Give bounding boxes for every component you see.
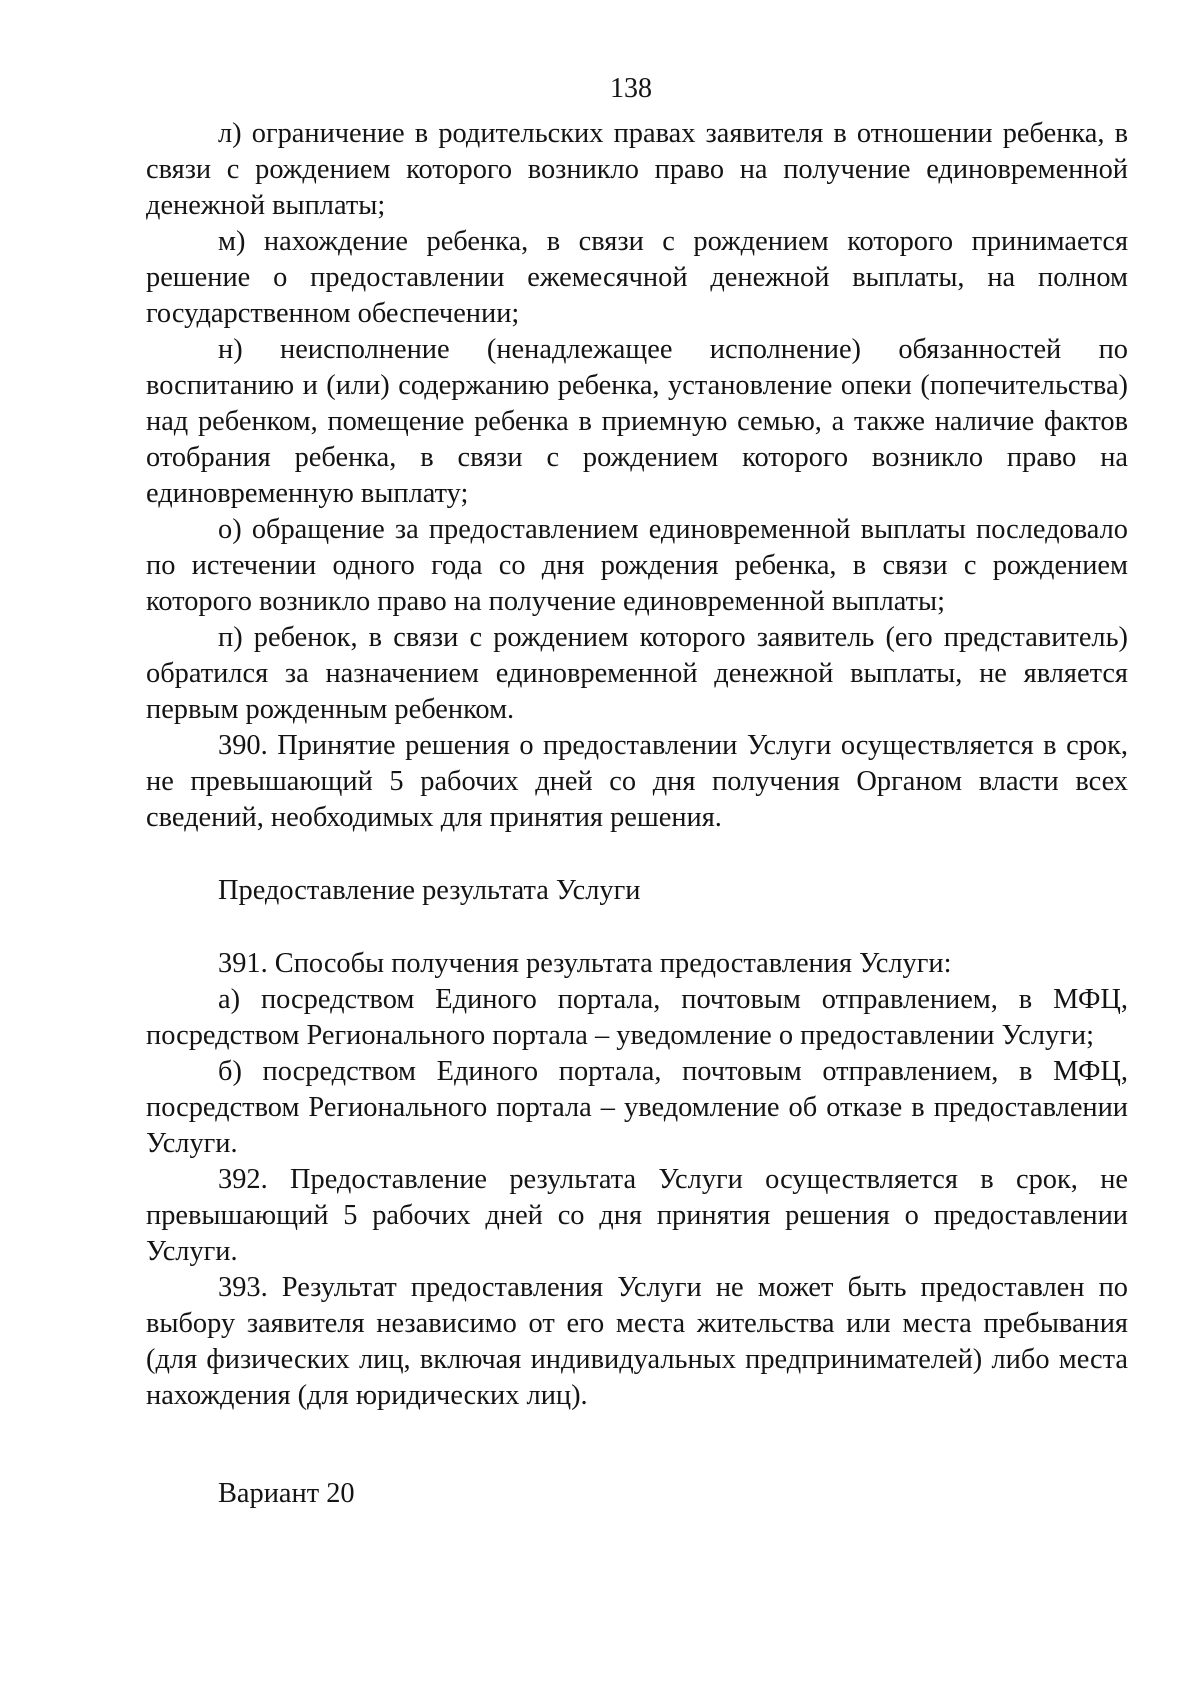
paragraph-390: 390. Принятие решения о предоставлении Услуги осуществляется в срок, не превышающий 5 рабочих дней со дня получения Органом власти всех сведений, необходимых для принятия решения. — [146, 730, 1128, 833]
section-heading: Предоставление результата Услуги — [218, 875, 641, 906]
list-item-n: н) неисполнение (ненадлежащее исполнение) обязанностей по воспитанию и (или) содержанию ребенка, установление опеки (попечительства) над ребенком, помещение ребенка в приемную семью, а также наличие фактов отобрания ребенка, в связи с рождением которого возникло право на единовременную выплату; — [146, 334, 1128, 509]
paragraph-393: 393. Результат предоставления Услуги не может быть предоставлен по выбору заявителя независимо от его места жительства или места пребывания (для физических лиц, включая индивидуальных предпринимателей) либо места нахождения (для юридических лиц). — [146, 1272, 1128, 1411]
page-number: 138 — [610, 73, 652, 104]
list-item-o: о) обращение за предоставлением единовременной выплаты последовало по истечении одного года со дня рождения ребенка, в связи с рождением которого возникло право на получение единовременной выплаты; — [146, 514, 1128, 617]
list-item-l: л) ограничение в родительских правах заявителя в отношении ребенка, в связи с рождением которого возникло право на получение единовременной денежной выплаты; — [146, 118, 1128, 221]
variant-heading: Вариант 20 — [218, 1478, 355, 1509]
list-item-m: м) нахождение ребенка, в связи с рождением которого принимается решение о предоставлении ежемесячной денежной выплаты, на полном государственном обеспечении; — [146, 226, 1128, 329]
paragraph-392: 392. Предоставление результата Услуги осуществляется в срок, не превышающий 5 рабочих дней со дня принятия решения о предоставлении Услуги. — [146, 1164, 1128, 1267]
list-item-p: п) ребенок, в связи с рождением которого заявитель (его представитель) обратился за назначением единовременной денежной выплаты, не является первым рожденным ребенком. — [146, 622, 1128, 725]
paragraph-391-b: б) посредством Единого портала, почтовым отправлением, в МФЦ, посредством Регионального портала – уведомление об отказе в предоставлении Услуги. — [146, 1056, 1128, 1159]
paragraph-391-a: а) посредством Единого портала, почтовым отправлением, в МФЦ, посредством Регионального портала – уведомление о предоставлении Услуги; — [146, 984, 1128, 1051]
document-body — [146, 116, 1128, 1512]
paragraph-391: 391. Способы получения результата предоставления Услуги: — [218, 948, 952, 979]
